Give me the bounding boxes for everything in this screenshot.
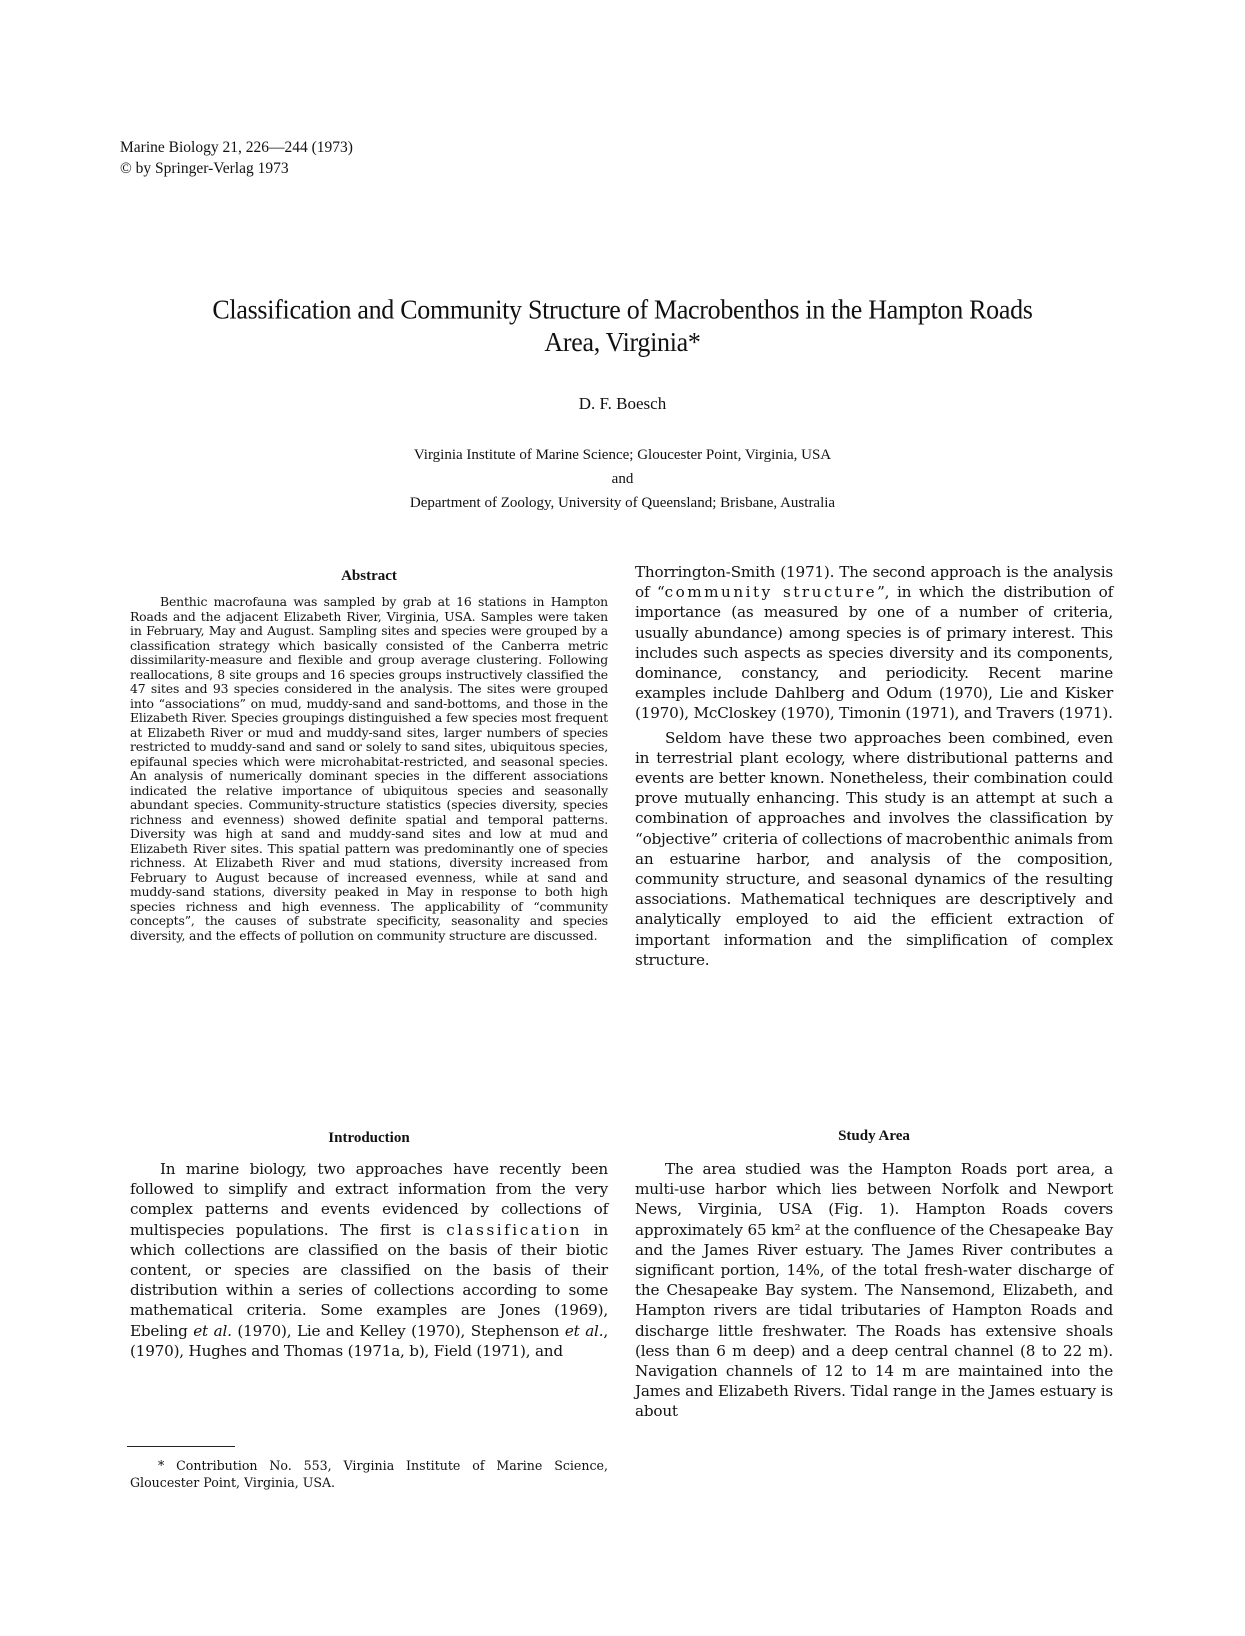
spaced-term: community structure — [664, 583, 878, 602]
study-area-section — [635, 1128, 1113, 1422]
introduction-paragraph-2: Seldom have these two approaches been combined, even in terrestrial plant ecology, where distributional patterns and events are better known. Nonetheless, their combination could prove mutually enhancing. This study is an attempt at such a combination of approaches and involves the classification by “objective” criteria of collections of macrobenthic animals from an estuarine harbor, and analysis of the composition, community structure, and seasonal dynamics of the resulting associations. Mathematical techniques are descriptively and analytically employed to aid the efficient extraction of important information and the simplification of complex structure. — [635, 728, 1113, 969]
text-run: In marine biology, two approaches have recently been followed to simplify and extract information from the very complex patterns and events evidenced by collections of multispecies populations. The first is — [130, 1160, 608, 1239]
journal-line: Marine Biology 21, 226—244 (1973) — [120, 139, 353, 156]
footnote-divider — [127, 1446, 235, 1447]
title-line-1: Classification and Community Structure of Macrobenthos in the Hampton Roads — [212, 294, 1033, 325]
copyright-line: © by Springer-Verlag 1973 — [120, 160, 289, 177]
abstract-heading: Abstract — [341, 568, 397, 584]
article-title — [120, 293, 1125, 358]
text-run: , (1970), Hughes and Thomas (1971a, b), Field (1971), and — [130, 1321, 608, 1360]
journal-citation — [120, 137, 353, 179]
italic-term: et al. — [193, 1321, 232, 1340]
affiliation-1: Virginia Institute of Marine Science; Gloucester Point, Virginia, USA — [413, 447, 832, 463]
study-area-paragraph-1: The area studied was the Hampton Roads port area, a multi-use harbor which lies between Norfolk and Newport News, Virginia, USA (Fig. 1). Hampton Roads covers approximately 65 km² at the confluence of the Chesapeake Bay and the James River estuary. The James River contributes a significant portion, 14%, of the total fresh-water discharge of the Chesapeake Bay system. The Nansemond, Elizabeth, and Hampton rivers are tidal tributaries of Hampton Roads and discharge little freshwater. The Roads has extensive shoals (less than 6 m deep) and a deep central channel (8 to 22 m). Navigation channels of 12 to 14 m are maintained into the James and Elizabeth Rivers. Tidal range in the James estuary is about — [635, 1160, 1113, 1421]
affiliation-join: and — [611, 471, 634, 487]
spaced-term: classification — [446, 1220, 583, 1239]
study-area-heading: Study Area — [838, 1128, 910, 1144]
text-run: ”, in which the distribution of importance (as measured by one of a number of criteria, usually abundance) among species is of primary interest. This includes such aspects as species diversity and its components, dominance, constancy, and periodicity. Recent marine examples include Dahlberg and Odum (1970), Lie and Kisker (1970), McCloskey (1970), Timonin (1971), and Travers (1971). — [635, 583, 1113, 723]
affiliations — [120, 443, 1125, 515]
affiliation-2: Department of Zoology, University of Queensland; Brisbane, Australia — [409, 495, 836, 511]
introduction-continued — [635, 562, 1113, 970]
introduction-section — [130, 1130, 608, 1361]
introduction-paragraph-1-continued — [635, 562, 1113, 724]
introduction-heading: Introduction — [328, 1130, 410, 1146]
text-run: (1970), Lie and Kelley (1970), Stephenson — [231, 1321, 565, 1340]
text-run: Thorrington-Smith (1971). The second approach is the analysis of “ — [635, 563, 1113, 602]
abstract-section — [130, 568, 608, 943]
title-line-2: Area, Virginia* — [544, 327, 701, 358]
footnote: * Contribution No. 553, Virginia Institute of Marine Science, Gloucester Point, Virginia, USA. — [130, 1458, 608, 1490]
abstract-text: Benthic macrofauna was sampled by grab at 16 stations in Hampton Roads and the adjacent Elizabeth River, Virginia, USA. Samples were taken in February, May and August. Sampling sites and species were grouped by a classification strategy which basically consisted of the Canberra metric dissimilarity-measure and flexible and group average clustering. Following reallocations, 8 site groups and 16 species groups instructively classified the 47 sites and 93 species considered in the analysis. The sites were grouped into “associations” on mud, muddy-sand and sand-bottoms, and those in the Elizabeth River. Species groupings distinguished a few species most frequent at Elizabeth River or mud and muddy-sand sites, larger numbers of species restricted to muddy-sand and sand or solely to sand sites, ubiquitous species, epifaunal species which were microhabitat-restricted, and seasonal species. An analysis of numerically dominant species in the different associations indicated the relative importance of ubiquitous species and seasonally abundant species. Community-structure statistics (species diversity, species richness and evenness) showed definite spatial and temporal patterns. Diversity was high at sand and muddy-sand sites and low at mud and Elizabeth River sites. This spatial pattern was predominantly one of species richness. At Elizabeth River and mud stations, diversity increased from February to August because of increased evenness, while at sand and muddy-sand stations, diversity peaked in May in response to both high species richness and high evenness. The applicability of “community concepts”, the causes of substrate specificity, seasonality and species diversity, and the effects of pollution on community structure are discussed. — [130, 594, 608, 943]
author: D. F. Boesch — [578, 394, 667, 413]
italic-term: et al. — [564, 1321, 604, 1340]
introduction-paragraph-1 — [130, 1159, 608, 1361]
text-run: in which collections are classified on the basis of their biotic content, or species are classified on the basis of their distribution within a series of collections according to some mathematical criteria. Some examples are Jones (1969), Ebeling — [130, 1220, 608, 1340]
